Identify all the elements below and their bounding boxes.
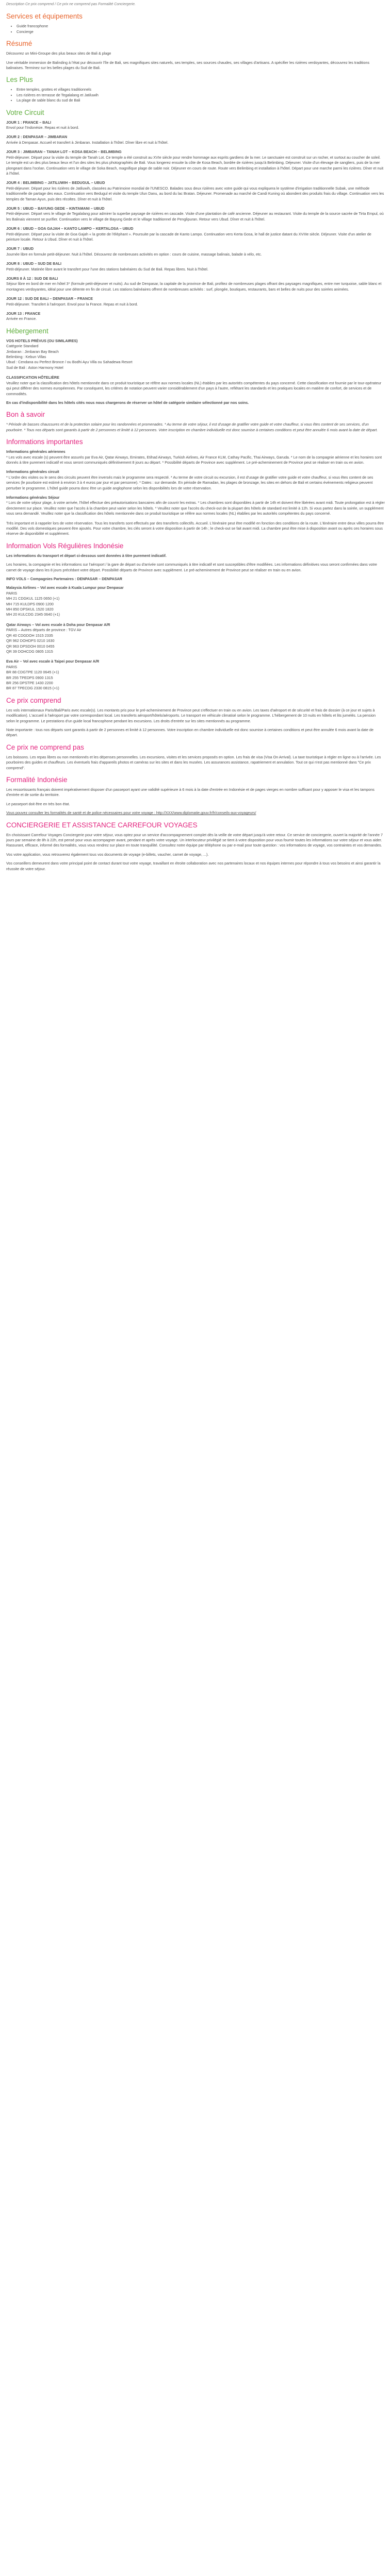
list-item: • Concierge <box>17 29 385 35</box>
classification-text: Veuillez noter que la classification des hôtels mentionnée dans ce produit touristique se réfère aux normes locales (NL) établies par les autorités compétentes du pays concerné. Cette classification est fournie par le tour-opérateur qui peut différer des normes européennes. Par conséquent, les critères de notation peuvent varier considérablement d'un pays à l'autre, reflétant les standards et les pratiques locales en matière de confort, de services et de commodités. <box>6 380 382 396</box>
hotel-note: En cas d'indisponibilité dans les hôtels cités nous nous chargerons de réserver un hôtel de catégorie similaire sélectionné par nos soins. <box>6 400 249 405</box>
list-item: • Guide francophone <box>17 24 385 29</box>
day-item <box>6 311 385 322</box>
day-title: JOUR 5 : UBUD – BAYUNG GEDE – KINTAMANI – UBUD <box>6 206 105 211</box>
info-heading: Informations générales circuit <box>6 469 59 474</box>
list-item: • Entre temples, grottes et villages traditionnels <box>17 87 385 92</box>
breadcrumb: Description Ce prix comprend / Ce prix ne comprend pas Formalité Conciergerie. <box>6 3 136 6</box>
day-desc: Petit-déjeuner. Départ vers le village de Tegalalang pour admirer la superbe paysage de rizières en cascade. Visite d'une plantation de café ancienne. Déjeuner au restaurant. Visite du temple de la source sacrée de Tirta Empul, où les Balinais viennent se purifier. Continuation vers le village de Bayung Gede et le village traditionnel de Penglipuran. Retour vers Ubud. Dîner et nuit à l'hôtel. <box>6 211 384 222</box>
flight-line: BR 255 TPEDPS 0900 1315 <box>6 675 53 680</box>
flight-group-title: Qatar Airways – Vol avec escale à Doha pour Denpasar A/R <box>6 622 110 627</box>
flight-line: MH 715 KULDPS 0900 1200 <box>6 601 54 606</box>
formalite-note: Le passeport doit être en très bon état. <box>6 801 70 806</box>
concierge-title: CONCIERGERIE ET ASSISTANCE CARREFOUR VOYAGES <box>6 821 198 829</box>
day-desc: Journée libre en formule petit-déjeuner. Nuit à l'hôtel. Découvrez de nombreuses activités en option : cours de cuisine, massage balinais, balade à vélo, etc. <box>6 251 262 257</box>
concierge-last: Vos conseillers demeurent dans votre principal point de contact durant tout votre voyage, travaillant en étroite collaboration avec nos partenaires locaux et nos équipes internes pour répondre à tous vos besoins et ainsi garantir la réussite de votre séjour. <box>6 861 381 871</box>
concierge-extra: Vos votre application, vous retrouverez également tous vos documents de voyage (e-billets, vaucher, carnet de voyage, ...). <box>6 852 209 857</box>
comprend-title: Ce prix comprend <box>6 696 61 704</box>
info-block <box>6 469 385 491</box>
day-desc: Arrivée à Denpasar. Accueil et transfert à Jimbaran. Installation à l'hôtel. Dîner libre et nuit à l'hôtel. <box>6 140 169 145</box>
classification-title: CLASSIFICATION HÔTELIÈRE <box>6 375 59 380</box>
day-item <box>6 134 385 145</box>
day-title: JOUR 6 : UBUD – GOA GAJAH – KANTO LAMPO – KERTALOSA – UBUD <box>6 226 134 231</box>
flight-line: BR 88 CDGTPE 1120 0645 (+1) <box>6 670 59 675</box>
day-item <box>6 246 385 257</box>
day-item <box>6 261 385 272</box>
reunion-title: Information Vols Régulières Indonésie <box>6 541 124 550</box>
reunion-text: Les horaires, la compagnie et les informations sur l'aéroport / la gare de départ ou d'arrivée sont communiqués à titre indicatif et sont susceptibles d'être modifiées. Les informations définitives vous seront confirmées dans votre carnet de voyage dans les 8 jours précédant votre départ. Possibilité départs de Province avec supplément. Le pré-acheminement de Province peut se réaliser en train ou en avion. <box>6 562 377 572</box>
services-title: Services et équipements <box>6 12 83 21</box>
info-block <box>6 495 385 517</box>
info-text: * L'ordre des visites ou le sens des circuits peuvent être inversés mais le programme sera respecté. * Au terme de votre circuit ou excursion, il est d'usage de gratifier votre guide et votre chauffeur, si vous êtes content de ses services (le pourboire est estimé à environ 3 à 4 euros par jour et par personne). * Dates : sur demande. En période de Ramadan, les plages de bronzage, les sites en dehors de Bali et certains événements religieux peuvent perturber le programme. L'hôtel guide pourra donc être un guide anglophone selon les disponibilités lors de votre réservation. <box>6 474 373 490</box>
plus-list <box>6 87 385 103</box>
formalite-text: Les ressortissants français doivent impérativement disposer d'un passeport ayant une validité supérieure à 6 mois à la date d'entrée en Indonésie et de pages vierges en nombre suffisant pour y apposer le visa et les tampons d'entrée et de sortie du territoire. <box>6 787 374 798</box>
formalite-link[interactable]: Vous pouvez consulter les formalités de santé et de police nécessaires pour votre voyage : http://XXX/www.diplomatie.gouv.fr/fr/conseils-aux-voyageurs/ <box>6 810 256 816</box>
flights-title: INFO VOLS – Compagnies Partenaires : DENPASAR – DENPASAR <box>6 577 122 582</box>
flight-line: QR 963 DPSDOH 0010 0455 <box>6 643 55 649</box>
list-item: • La plage de sable blanc du sud de Bali <box>17 98 385 103</box>
day-title: JOUR 2 : DENPASAR – JIMBARAN <box>6 134 68 140</box>
flight-group-title: Malaysia Airlines – Vol avec escale à Kuala Lumpur pour Denpasar <box>6 585 124 590</box>
day-desc: Séjour libre en bord de mer en hôtel 3* (formule petit-déjeuner et nuits). Au sud de Denpasar, la capitale de la province de Bali, profitez de nombreuses plages offrant des paysages magnifiques, entre mer turquoise, sable blanc et montagnes verdoyantes, idéal pour une détente en fin de circuit. Les stations balnéaires offrent de nombreuses activités : surf, plongée, boutiques, restaurants, bars et belles de nuits pour des soirées animées. <box>6 281 382 292</box>
day-desc: Petit-déjeuner. Départ pour la visite du temple de Tanah Lot. Ce temple a été construit au XVIe siècle pour rendre hommage aux esprits gardiens de la mer. Le sanctuaire est construit sur un rocher, et surtout au coucher de soleil. Le temple est un des plus beaux lieux et l'un des sites les plus photographiés de Bali. Vous longerez ensuite la côte de Kosa Beach, bordée de rizières jusqu'à Belimbing. Déjeuner. Visite d'un élevage de sangliers, puis de la mer plongeant dans l'océan. Continuation vers le village de Soka Beach, magnifique plage de sable noir. Déjeuner en cours de route. Route vers Belimbing et installation à l'hôtel. Départ pour une marche parmi les rizières. Dîner et nuit à l'hôtel. <box>6 155 384 176</box>
concierge-text: En choisissant Carrefour Voyages Conciergerie pour votre séjour, vous optez pour un service d'accompagnement complet dès la veille de votre départ jusqu'à votre retour. Ce service de conciergerie, ouvert la majorité de l'année 7 jours par semaine de 8h à 22h, est pensé pour vous accompagner avant, pendant et après votre voyage. Un interlocuteur privilégié se tient à votre disposition pour vous fournir toutes les informations sur votre séjour et vous aider. Rassurant, efficace, informé des formalités, vous vous rendrez sur place en toute tranquillité. Consultez notre équipe par téléphone ou par e-mail pour toute question : vos informations de voyage, vos contraintes et vos demandes. <box>6 832 383 848</box>
day-item <box>6 206 385 222</box>
comprend-note: Note importante : tous nos départs sont garantis à partir de 2 personnes et limité à 12 personnes. Votre inscription en chambre individuelle est donc soumise à certaines conditions et peut être annulée 6 mois avant la date de départ. <box>6 727 373 738</box>
list-item: • Les rizières en terrasse de Tegalalang et Jatiluwih <box>17 93 385 98</box>
flight-line: PARIS <box>6 664 18 669</box>
day-desc: Envol pour l'Indonésie. Repas et nuit à bord. <box>6 125 79 130</box>
info-heading: Informations générales aériennes <box>6 449 66 454</box>
info-heading: Informations générales Séjour <box>6 495 60 500</box>
hebergement-title: Hébergement <box>6 327 48 335</box>
flight-line: MH 20 KULCDG 2345 0640 (+1) <box>6 612 60 617</box>
flight-group <box>6 622 385 654</box>
info-bottom: Très important et à rappeler lors de votre réservation. Tous les transferts sont effectués par des transferts collectifs. Accueil. L'itinéraire peut être modifié en fonction des conditions de la route. L'itinéraire entre deux villes pourra être modifié. Des vols domestiques peuvent être ajoutés. Pour votre chambre, les clés seront à votre disposition à partir de 14h ; le check-out se fait avant midi. La chambre peut être mise à disposition avant ou après ces horaires sous réserve de disponibilité et supplément. <box>6 520 384 536</box>
services-list <box>6 24 385 35</box>
flight-line: BR 87 TPECDG 2330 0815 (+1) <box>6 686 59 691</box>
hotel-heading: VOS HOTELS PRÉVUS (OU SIMILAIRES) <box>6 338 78 343</box>
day-desc: Petit-déjeuner. Départ pour les rizières de Jatiluwih, classées au Patrimoine mondial de l'UNESCO. Balades sous deux rizières avec votre guide qui vous expliquera le système d'irrigation traditionnelle Subak, une méthode traditionnelle de partage des eaux. Continuation vers Bedugul et visite du temple Ulun Danu, au bord du lac Bratan. Déjeuner. Promenade au marché de Candi Kuning où abondent des produits frais du village. Continuation vers les temples de Taman Ayun, puis des récoltes. Dîner et nuit à l'hôtel. <box>6 185 384 201</box>
hotel-item: Jimbaran : Jimbaran Bay Beach <box>6 349 59 354</box>
formalite-link-para <box>6 810 385 816</box>
day-item <box>6 276 385 292</box>
day-item <box>6 226 385 242</box>
hotel-list <box>6 338 385 370</box>
flight-line: QR 962 DOHDPS 0210 1630 <box>6 638 55 643</box>
info-block <box>6 449 385 465</box>
resume-title: Résumé <box>6 40 32 48</box>
flight-group-title: Eva Air – Vol avec escale à Taipei pour Denpasar A/R <box>6 659 100 664</box>
pas-title: Ce prix ne comprend pas <box>6 743 84 751</box>
comprend-text: Les vols internationaux Paris/Bali/Paris avec escale(s). Les montants pris pour le pré-acheminement de Province peut s'effectuer en train ou en avion. Les taxes d'aéroport et de sécurité et frais de dossier (à ce jour et sujets à modification). L'accueil à l'aéroport par votre correspondant local. Les transferts aéroport/hôtels/aéroports. Le transport en véhicule climatisé selon le programme. L'hébergement de 10 nuits en hôtels et lits jumelés. La pension selon le programme. Le prestations d'un guide local francophone pendant les excursions. Les droits d'entrée sur les sites mentionnés au programme. <box>6 707 376 723</box>
info-text: * Lors de votre séjour plage, à votre arrivée, l'hôtel effectue des préautorisations bancaires afin de couvrir les extras. * Les chambres sont disponibles à partir de 14h et doivent être libérées avant midi. Toute prolongation est à régler directement sur place. Veuillez noter que l'accès à la chambre peut varier selon les hôtels. * Veuillez noter que l'accès du check-out de la plupart des hôtels de standard est limité à 12h. Si vous partez dans la soirée, un supplément vous sera demandé. Veuillez noter que la classification des hôtels mentionnée dans ce produit touristique se réfère aux normes locales (NL) établies par les autorités compétentes du pays concerné. <box>6 500 385 516</box>
day-title: JOUR 12 : SUD DE BALI – DENPASAR – FRANCE <box>6 296 93 301</box>
info-text: * Les vols avec escale (s) peuvent être assurés par Eva Air, Qatar Airways, Emirates, Etihad Airways, Turkish Airlines, Air France KLM, Cathay Pacific, Thai Airways, Garuda. * Le nom de la compagnie aérienne et les horaires sont donnés à titre purement indicatif et vous seront communiqués définitivement 8 jours au départ. * Possibilité départs de Province avec supplément. Le pré-acheminement de Province peut se réaliser en train ou en avion. <box>6 454 382 465</box>
hotel-item: Ubud : Cendana ou Perfect Bronce / ou Bodhi Ayu Villa ou Sahadewa Resort <box>6 360 133 365</box>
savoir-text: * Période de basses chaussures et de la protection solaire pour les randonnées et promenades. * Au terme de votre séjour, il est d'usage de gratifier votre guide et votre chauffeur, si vous êtes content de ses services, d'un pourboire. * Tous nos départs sont garantis à partir de 2 personnes et limité à 12 personnes. Votre inscription en chambre individuelle est donc soumise à certaines conditions et peut être annulée 6 mois avant la date de départ. <box>6 422 378 432</box>
hotel-item: Catégorie Standard <box>6 344 39 349</box>
savoir-title: Bon à savoir <box>6 411 45 419</box>
reunion-bold: Les informations du transport et départ ci-dessous sont données à titre purement indicatif. <box>6 553 167 558</box>
circuit-title: Votre Circuit <box>6 108 44 116</box>
intro-text: Une véritable immersion de Balinding à l'état pur découvrir l'île de Bali, ses magnifiques sites naturels, ses temples, ses sources chaudes, ses villages d'artisans. A spécifier les rizières verdoyantes, découvrez les traditions balinaises. Terminez sur les belles plages du Sud de Bali. <box>6 60 370 71</box>
day-desc: Petit-déjeuner. Matinée libre avant le transfert pour l'une des stations balnéaires du Sud de Bali. Repas libres. Nuit à l'hôtel. <box>6 266 208 272</box>
day-title: JOUR 7 : UBUD <box>6 246 34 251</box>
flight-line: PARIS <box>6 590 18 596</box>
pas-text: Les boissons. Les repas libres ou non mentionnés et les dépenses personnelles. Les excursions, visites et les services proposés en option. Les frais de visa (Visa On Arrival). La taxe touristique à régler en ligne ou à l'arrivée. Les pourboires des guides et chauffeurs. Les éventuels frais d'appareils photos et caméras sur les sites et dans les musées. Les assurances assistance, rapatriement et annulation. Tout ce qui n'est pas mentionné dans "Ce prix comprend". <box>6 754 381 770</box>
circuit-days <box>6 120 385 322</box>
flight-line: MH 21 CDGKUL 1125 0650 (+1) <box>6 596 60 601</box>
flight-line: QR 40 CDGDOH 1515 2335 <box>6 633 53 638</box>
day-title: JOUR 3 : JIMBARAN – TANAH LOT – KOSA BEACH – BELIMBING <box>6 149 122 155</box>
day-desc: Petit-déjeuner. Départ pour la visite de Goa Gajah « la grotte de l'éléphant ». Poursuite par la cascade de Kanto Lampo. Continuation vers Kerta Gosa, le hall de justice datant du XVIIIe siècle. Déjeuner. Visite d'un atelier de peinture locale. Retour à Ubud. Dîner et nuit à l'hôtel. <box>6 231 371 242</box>
day-title: JOUR 8 : UBUD – SUD DE BALI <box>6 261 62 266</box>
day-item <box>6 296 385 307</box>
formalite-title: Formalité Indonésie <box>6 776 68 784</box>
hotel-item: Belimbing : Kebun Villas <box>6 354 46 360</box>
plus-title: Les Plus <box>6 76 33 84</box>
hotel-item: Sud de Bali : Aston Harmony Hotel <box>6 365 63 370</box>
day-item <box>6 149 385 176</box>
page-content <box>0 0 391 872</box>
day-item <box>6 120 385 131</box>
flight-line: PARIS – Autres départs de province : TGV Air <box>6 628 82 633</box>
resume-text: Découvrez un Mini-Groupe des plus beaux sites de Bali & plage <box>6 51 111 56</box>
flight-group <box>6 659 385 691</box>
flight-line: BR 256 DPSTPE 1430 2200 <box>6 680 53 685</box>
info-title: Informations importantes <box>6 438 83 446</box>
flight-line: MH 850 DPSKUL 1520 1820 <box>6 607 54 612</box>
day-title: JOUR 1 : FRANCE – BALI <box>6 120 52 125</box>
day-desc: Petit-déjeuner. Transfert à l'aéroport. Envol pour la France. Repas et nuit à bord. <box>6 301 138 307</box>
day-item <box>6 180 385 202</box>
flight-line: QR 39 DOHCDG 0805 1315 <box>6 649 53 654</box>
day-title: JOUR 4 : BELIMBING – JATILUWIH – BEDUGUL – UBUD <box>6 180 105 185</box>
day-desc: Arrivée en France. <box>6 316 37 321</box>
day-title: JOUR 13 : FRANCE <box>6 311 41 316</box>
day-title: JOURS 8 À 12 : SUD DE BALI <box>6 276 58 281</box>
flight-group <box>6 585 385 617</box>
